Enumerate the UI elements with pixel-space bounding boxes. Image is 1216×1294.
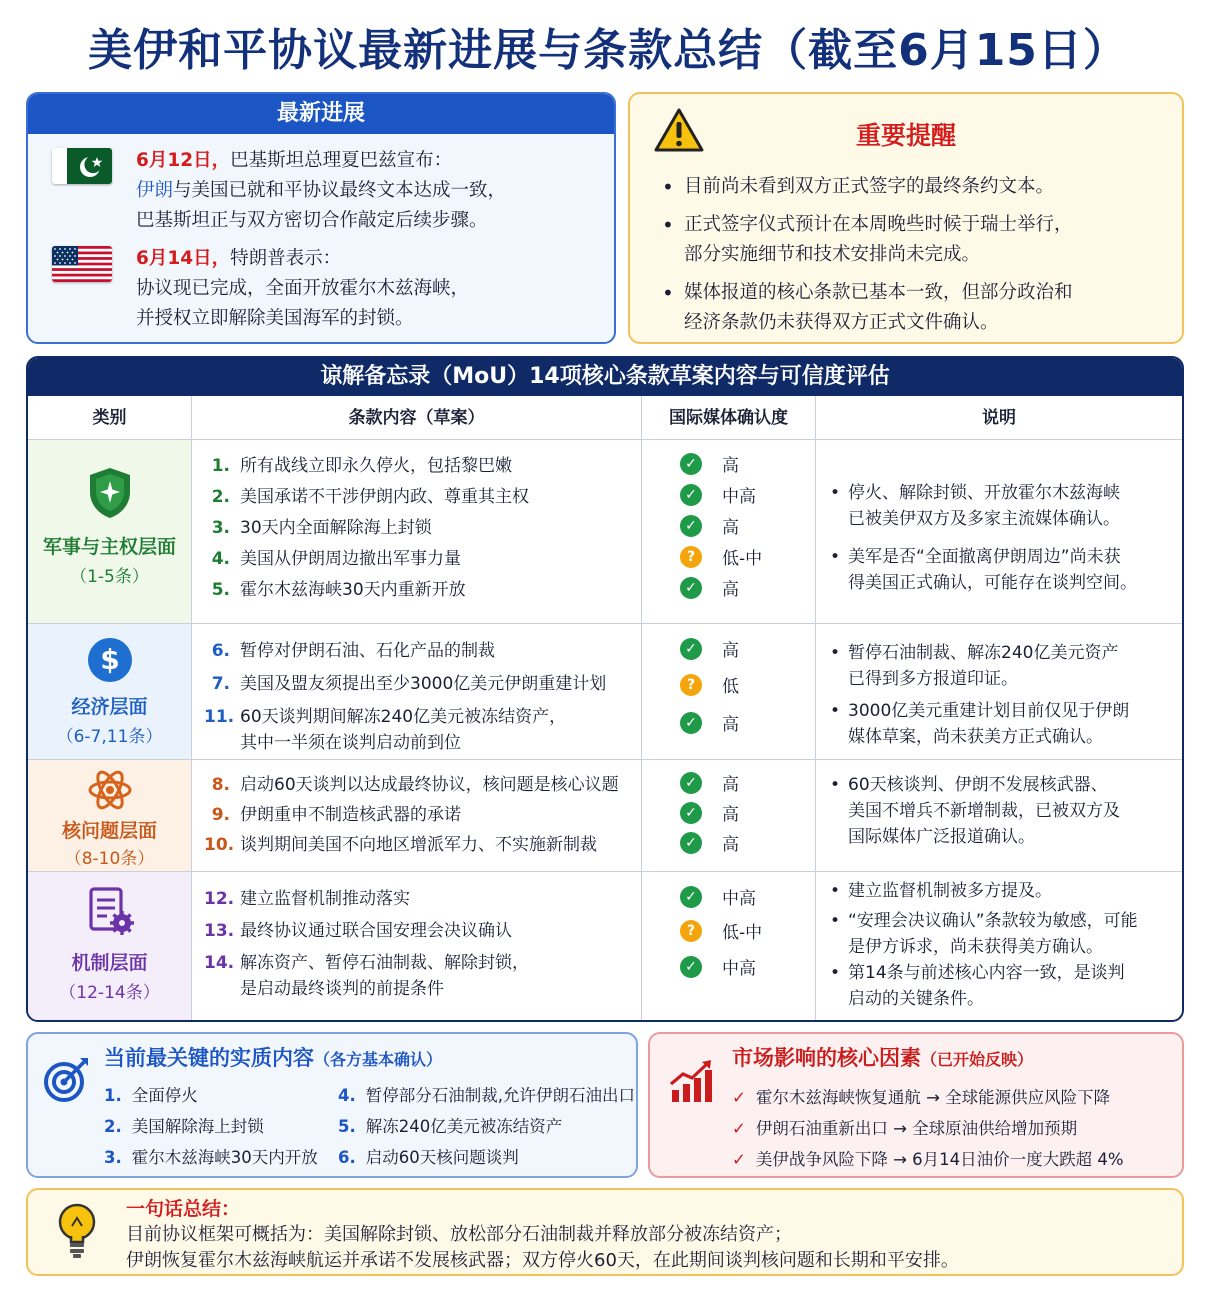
note-item: • 暂停石油制裁、解冻240亿美元资产 已得到多方报道印证。	[830, 640, 1176, 692]
question-icon: ?	[680, 920, 702, 942]
market-factors-subtitle: （已开始反映）	[921, 1050, 1034, 1069]
news-lead: 特朗普表示：	[230, 248, 342, 269]
table-row-economic	[28, 624, 1182, 760]
category-name: 核问题层面	[61, 820, 157, 842]
check-icon: ✓	[680, 832, 702, 854]
svg-text:$: $	[99, 643, 120, 676]
clause-item: 6. 暂停对伊朗石油、石化产品的制裁	[211, 641, 495, 661]
confirmation-level: ✓ 高	[680, 577, 739, 603]
reminder-item: • 正式签字仪式预计在本周晚些时候于瑞士举行， 部分实施细节和技术安排尚未完成。	[660, 210, 1180, 270]
category-range: （8-10条）	[64, 849, 155, 869]
list-item: 4. 暂停部分石油制裁,允许伊朗石油出口	[338, 1086, 635, 1105]
market-factors-card	[648, 1032, 1184, 1178]
clause-item: 14. 解冻资产、暂停石油制裁、解除封锁， 是启动最终谈判的前提条件	[204, 953, 529, 999]
note-item: • 停火、解除封锁、开放霍尔木兹海峡 已被美伊双方及多家主流媒体确认。	[830, 480, 1176, 532]
confirmation-level: ✓ 高	[680, 515, 739, 541]
confirmation-level: ✓ 高	[680, 802, 739, 828]
news-highlight: 伊朗	[136, 180, 174, 201]
clause-item: 7. 美国及盟友须提出至少3000亿美元伊朗重建计划	[211, 674, 607, 694]
clause-item: 1. 所有战线立即永久停火，包括黎巴嫩	[211, 456, 512, 476]
list-item: ✓ 霍尔木兹海峡恢复通航 → 全球能源供应风险下降	[732, 1088, 1111, 1107]
table-row-military	[28, 440, 1182, 624]
list-item: 6. 启动60天核问题谈判	[338, 1148, 519, 1167]
confirmation-level: ✓ 高	[680, 638, 739, 664]
category-range: （12-14条）	[59, 983, 160, 1003]
reminder-item: • 媒体报道的核心条款已基本一致，但部分政治和 经济条款仍未获得双方正式文件确认。	[660, 278, 1180, 338]
key-content-subtitle: （各方基本确认）	[314, 1050, 443, 1069]
checkmark-icon: ✓	[732, 1088, 746, 1107]
news-line: 并授权立即解除美国海军的封锁。	[136, 308, 414, 329]
confirmation-level: ✓ 高	[680, 453, 739, 479]
column-header-confirmation: 国际媒体确认度	[642, 396, 816, 440]
clause-item: 2. 美国承诺不干涉伊朗内政、尊重其主权	[211, 487, 529, 507]
note-item: • 美军是否“全面撤离伊朗周边”尚未获 得美国正式确认，可能存在谈判空间。	[830, 544, 1176, 596]
confirmation-level: ✓ 高	[680, 772, 739, 798]
table-row-nuclear	[28, 760, 1182, 872]
confirmation-level: ? 低	[680, 674, 739, 700]
reminder-list	[660, 172, 1180, 344]
key-content-title: 当前最关键的实质内容	[104, 1046, 314, 1070]
summary-title: 一句话总结：	[126, 1198, 241, 1220]
table-row-mechanism	[28, 872, 1182, 1020]
check-icon: ✓	[680, 638, 702, 660]
news-line: 巴基斯坦正与双方密切合作敲定后续步骤。	[136, 210, 488, 231]
clause-item: 5. 霍尔木兹海峡30天内重新开放	[211, 580, 466, 600]
list-item: 3. 霍尔木兹海峡30天内开放	[104, 1148, 318, 1167]
check-icon: ✓	[680, 886, 702, 908]
check-icon: ✓	[680, 956, 702, 978]
clause-item: 13. 最终协议通过联合国安理会决议确认	[204, 921, 512, 941]
news-lead: 巴基斯坦总理夏巴兹宣布：	[230, 150, 453, 171]
news-date: 6月12日，	[136, 150, 231, 171]
news-date: 6月14日，	[136, 248, 231, 269]
latest-progress-heading: 最新进展	[28, 94, 614, 134]
list-item: 5. 解冻240亿美元被冻结资产	[338, 1117, 563, 1136]
summary-line: 目前协议框架可概括为：美国解除封锁、放松部分石油制裁并释放部分被冻结资产；	[126, 1224, 792, 1245]
confirmation-level: ✓ 中高	[680, 484, 756, 510]
confirmation-level: ✓ 中高	[680, 886, 756, 912]
list-item: ✓ 伊朗石油重新出口 → 全球原油供给增加预期	[732, 1119, 1078, 1138]
clause-item: 9. 伊朗重申不制造核武器的承诺	[211, 805, 461, 825]
rising-chart-icon	[668, 1060, 714, 1108]
confirmation-level: ✓ 中高	[680, 956, 756, 982]
question-icon: ?	[680, 674, 702, 696]
check-icon: ✓	[680, 484, 702, 506]
market-factors-title: 市场影响的核心因素	[732, 1046, 921, 1070]
column-header-clauses: 条款内容（草案）	[192, 396, 642, 440]
note-item: • 3000亿美元重建计划目前仅见于伊朗 媒体草案，尚未获美方正式确认。	[830, 698, 1176, 750]
category-range: （1-5条）	[70, 567, 149, 587]
note-item: • “安理会决议确认”条款较为敏感，可能 是伊方诉求，尚未获得美方确认。	[830, 908, 1176, 960]
atom-icon	[87, 768, 133, 816]
summary-line: 伊朗恢复霍尔木兹海峡航运并承诺不发展核武器；双方停火60天，在此期间谈判核问题和长期和平安排。	[126, 1250, 959, 1271]
us-flag-icon	[52, 246, 112, 282]
confirmation-level: ? 低-中	[680, 920, 762, 946]
check-icon: ✓	[680, 712, 702, 734]
category-name: 军事与主权层面	[42, 536, 176, 558]
check-icon: ✓	[680, 772, 702, 794]
check-icon: ✓	[680, 453, 702, 475]
note-item: • 60天核谈判、伊朗不发展核武器、 美国不增兵不新增制裁，已被双方及 国际媒体广泛报道确认。	[830, 772, 1176, 850]
shield-icon	[86, 466, 134, 524]
check-icon: ✓	[680, 515, 702, 537]
latest-progress-card	[26, 92, 616, 344]
checkmark-icon: ✓	[732, 1119, 746, 1138]
clause-item: 12. 建立监督机制推动落实	[204, 889, 410, 909]
dollar-icon	[86, 636, 134, 688]
confirmation-level: ? 低-中	[680, 546, 762, 572]
category-nuclear	[28, 760, 192, 871]
category-range: （6-7,11条）	[56, 727, 163, 747]
list-item: 1. 全面停火	[104, 1086, 198, 1105]
mou-table	[26, 356, 1184, 1022]
clause-item: 11. 60天谈判期间解冻240亿美元被冻结资产， 其中一半须在谈判启动前到位	[204, 707, 567, 753]
column-header-category: 类别	[28, 396, 192, 440]
pakistan-flag-icon	[52, 148, 112, 184]
document-gear-icon	[85, 886, 135, 940]
summary-card	[26, 1188, 1184, 1276]
note-item: • 建立监督机制被多方提及。	[830, 878, 1176, 904]
reminder-item: • 目前尚未看到双方正式签字的最终条约文本。	[660, 172, 1180, 202]
checkmark-icon: ✓	[732, 1150, 746, 1169]
category-name: 机制层面	[71, 952, 148, 974]
confirmation-level: ✓ 高	[680, 832, 739, 858]
mou-table-heading: 谅解备忘录（MoU）14项核心条款草案内容与可信度评估	[28, 358, 1182, 396]
note-item: • 第14条与前述核心内容一致，是谈判 启动的关键条件。	[830, 960, 1176, 1012]
key-content-card	[26, 1032, 638, 1178]
clause-item: 4. 美国从伊朗周边撤出军事力量	[211, 549, 461, 569]
list-item: 2. 美国解除海上封锁	[104, 1117, 264, 1136]
news-line: 协议现已完成，全面开放霍尔木兹海峡，	[136, 278, 470, 299]
confirmation-level: ✓ 高	[680, 712, 739, 738]
list-item: ✓ 美伊战争风险下降 → 6月14日油价一度大跌超 4%	[732, 1150, 1124, 1169]
news-line: 与美国已就和平协议最终文本达成一致，	[173, 180, 507, 201]
check-icon: ✓	[680, 802, 702, 824]
category-military	[28, 440, 192, 623]
target-icon	[42, 1054, 92, 1108]
page-title: 美伊和平协议最新进展与条款总结（截至6月15日）	[88, 25, 1128, 76]
question-icon: ?	[680, 546, 702, 568]
check-icon: ✓	[680, 577, 702, 599]
reminder-heading: 重要提醒	[855, 121, 956, 150]
important-reminder-card	[628, 92, 1184, 344]
category-mechanism	[28, 872, 192, 1020]
clause-item: 8. 启动60天谈判以达成最终协议，核问题是核心议题	[211, 775, 619, 795]
lightbulb-icon	[56, 1202, 98, 1264]
category-name: 经济层面	[71, 696, 148, 718]
category-economic	[28, 624, 192, 759]
clause-item: 10. 谈判期间美国不向地区增派军力、不实施新制裁	[204, 835, 597, 855]
column-header-notes: 说明	[816, 396, 1182, 440]
clause-item: 3. 30天内全面解除海上封锁	[211, 518, 432, 538]
